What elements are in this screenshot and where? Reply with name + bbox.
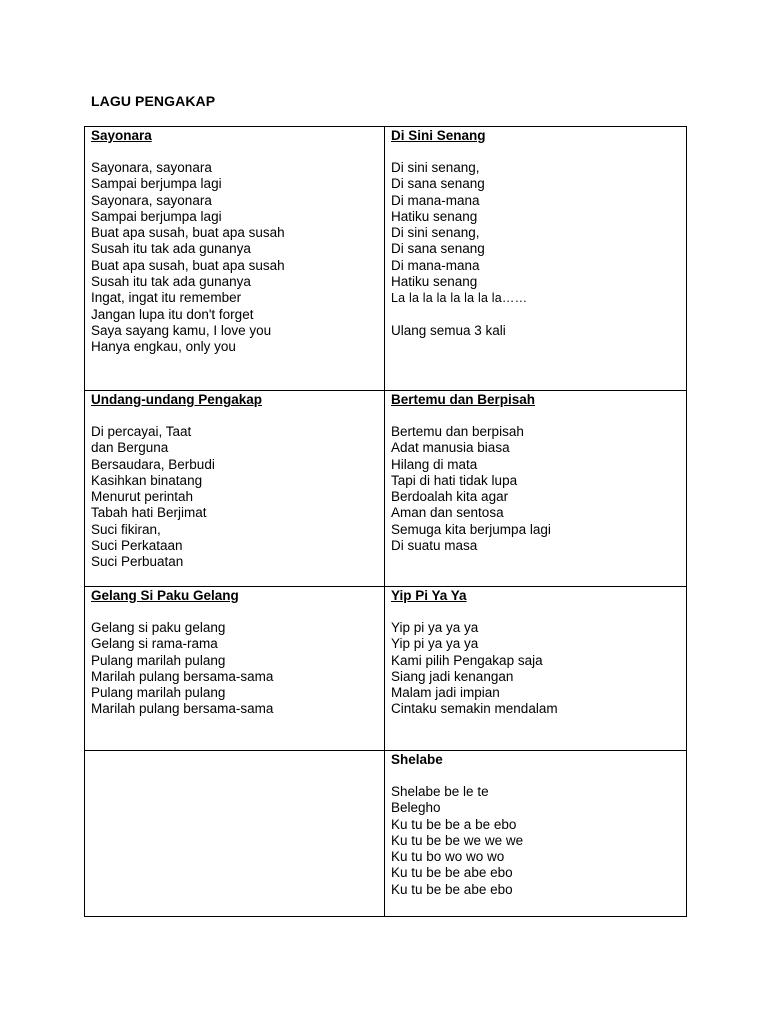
lyric-line: Buat apa susah, buat apa susah bbox=[91, 225, 285, 241]
lyric-line: Di sini senang, bbox=[391, 225, 480, 241]
empty-cell bbox=[85, 751, 385, 917]
song-title: Sayonara bbox=[91, 128, 152, 143]
lyric-line: Di sana senang bbox=[391, 176, 485, 192]
lyric-line: La la la la la la la la…… bbox=[391, 291, 528, 306]
song-lyrics bbox=[91, 160, 378, 356]
lyric-line: Yip pi ya ya ya bbox=[391, 620, 479, 635]
lyric-line: Ku tu be be abe ebo bbox=[391, 865, 513, 881]
lyric-line: Gelang si rama-rama bbox=[91, 636, 218, 652]
lyric-line: Suci fikiran, bbox=[91, 521, 161, 537]
lyric-line: Ku tu be be abe ebo bbox=[391, 881, 513, 897]
song-title: Bertemu dan Berpisah bbox=[391, 392, 536, 407]
song-cell bbox=[385, 127, 687, 391]
lyric-line: Suci Perkataan bbox=[91, 538, 183, 554]
lyric-line: Hatiku senang bbox=[391, 208, 478, 224]
blank-line bbox=[391, 307, 680, 323]
lyric-line: Yip pi ya ya ya bbox=[391, 636, 479, 652]
song-cell bbox=[85, 587, 385, 751]
lyric-line: Suci Perbuatan bbox=[91, 554, 184, 570]
lyric-line: Ku tu bo wo wo wo bbox=[391, 849, 505, 865]
lyric-line: Ingat, ingat itu remember bbox=[91, 290, 242, 306]
lyric-line: Tabah hati Berjimat bbox=[91, 505, 207, 521]
lyric-line: Siang jadi kenangan bbox=[391, 668, 514, 684]
song-cell bbox=[385, 587, 687, 751]
lyric-line: Saya sayang kamu, I love you bbox=[91, 322, 272, 338]
song-lyrics bbox=[391, 424, 680, 554]
lyric-line: Susah itu tak ada gunanya bbox=[91, 274, 251, 290]
lyric-line: Malam jadi impian bbox=[391, 685, 500, 701]
lyric-line: Gelang si paku gelang bbox=[91, 620, 226, 635]
lyric-line: Marilah pulang bersama-sama bbox=[91, 668, 274, 684]
lyric-line: Hilang di mata bbox=[391, 456, 478, 472]
song-lyrics bbox=[91, 620, 378, 718]
lyric-line: Di sini senang, bbox=[391, 160, 480, 175]
song-cell bbox=[85, 391, 385, 587]
lyric-line: Tapi di hati tidak lupa bbox=[391, 472, 518, 488]
lyric-line: Di mana-mana bbox=[391, 192, 480, 208]
lyric-line: Kami pilih Pengakap saja bbox=[391, 652, 543, 668]
lyric-line: Hatiku senang bbox=[391, 274, 478, 290]
lyric-line: Di mana-mana bbox=[391, 257, 480, 273]
table-row bbox=[85, 751, 687, 917]
lyric-line: Sampai berjumpa lagi bbox=[91, 176, 222, 192]
repeat-note: Ulang semua 3 kali bbox=[391, 322, 506, 338]
song-title: Shelabe bbox=[391, 752, 443, 767]
lyric-line: Bertemu dan berpisah bbox=[391, 424, 524, 439]
table-row bbox=[85, 391, 687, 587]
song-cell bbox=[385, 391, 687, 587]
song-cell bbox=[385, 751, 687, 917]
lyric-line: Berdoalah kita agar bbox=[391, 489, 509, 505]
lyric-line: Sayonara, sayonara bbox=[91, 192, 212, 208]
song-title: Yip Pi Ya Ya bbox=[391, 588, 467, 603]
table-row bbox=[85, 587, 687, 751]
lyric-line: Di percayai, Taat bbox=[91, 424, 192, 439]
songs-table bbox=[84, 126, 687, 917]
song-lyrics bbox=[91, 424, 378, 571]
lyric-line: Shelabe be le te bbox=[391, 784, 489, 799]
lyric-line: Belegho bbox=[391, 800, 441, 816]
song-title: Di Sini Senang bbox=[391, 128, 486, 143]
lyric-line: Sampai berjumpa lagi bbox=[91, 208, 222, 224]
lyric-line: Aman dan sentosa bbox=[391, 505, 504, 521]
lyric-line: dan Berguna bbox=[91, 440, 169, 456]
lyric-line: Adat manusia biasa bbox=[391, 440, 510, 456]
lyric-line: Cintaku semakin mendalam bbox=[391, 701, 558, 717]
song-title: Gelang Si Paku Gelang bbox=[91, 588, 239, 603]
lyric-line: Jangan lupa itu don't forget bbox=[91, 306, 254, 322]
lyric-line: Menurut perintah bbox=[91, 489, 194, 505]
song-lyrics bbox=[391, 620, 680, 718]
lyric-line: Susah itu tak ada gunanya bbox=[91, 241, 251, 257]
song-lyrics bbox=[391, 784, 680, 898]
lyric-line: Buat apa susah, buat apa susah bbox=[91, 257, 285, 273]
lyric-line: Sayonara, sayonara bbox=[91, 160, 212, 175]
lyric-line: Ku tu be be we we we bbox=[391, 832, 524, 848]
lyric-line: Semuga kita berjumpa lagi bbox=[391, 521, 551, 537]
lyric-line: Pulang marilah pulang bbox=[91, 685, 226, 701]
lyric-line: Hanya engkau, only you bbox=[91, 339, 236, 355]
lyric-line: Di suatu masa bbox=[391, 538, 478, 554]
song-lyrics bbox=[391, 160, 680, 339]
lyric-line: Bersaudara, Berbudi bbox=[91, 456, 215, 472]
lyric-line: Kasihkan binatang bbox=[91, 472, 203, 488]
song-title: Undang-undang Pengakap bbox=[91, 392, 263, 407]
lyric-line: Pulang marilah pulang bbox=[91, 652, 226, 668]
lyric-line: Marilah pulang bersama-sama bbox=[91, 701, 274, 717]
lyric-line: Ku tu be be a be ebo bbox=[391, 816, 517, 832]
table-row bbox=[85, 127, 687, 391]
song-cell bbox=[85, 127, 385, 391]
document-title: LAGU PENGAKAP bbox=[91, 93, 216, 109]
lyric-line: Di sana senang bbox=[391, 241, 485, 257]
